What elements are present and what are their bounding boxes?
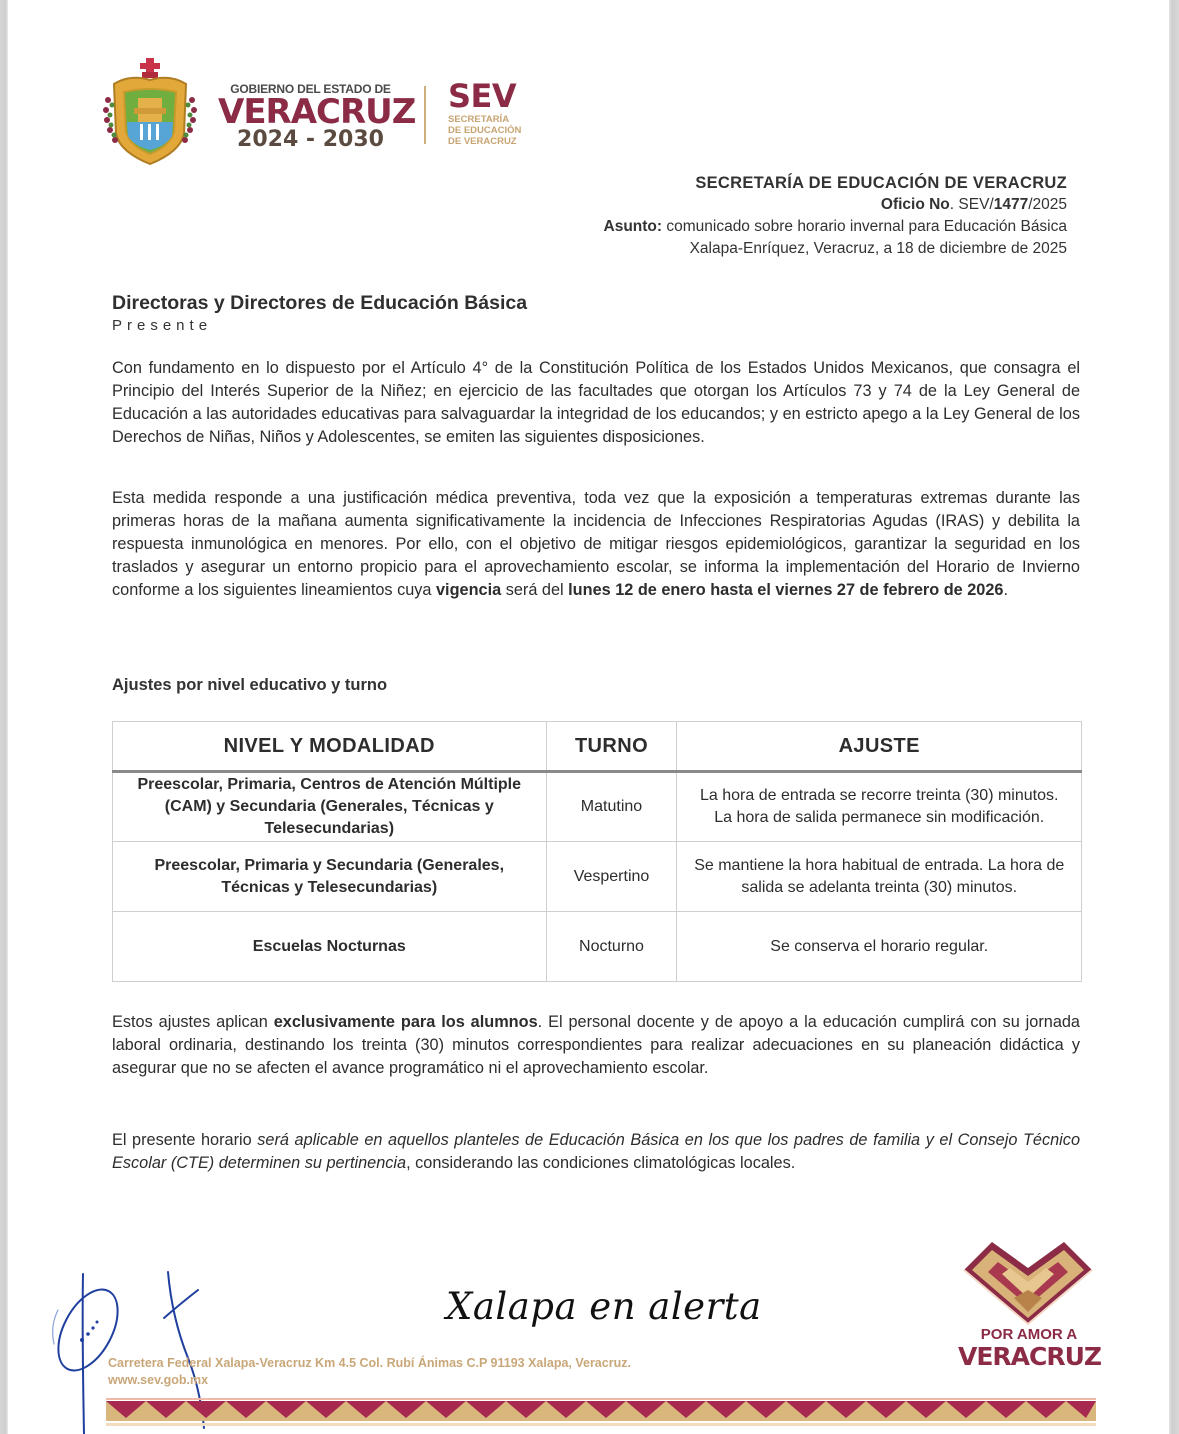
p2-vigencia: vigencia <box>436 581 502 599</box>
government-logo-text <box>218 82 416 152</box>
cell-turno: Matutino <box>546 772 677 842</box>
cell-nivel: Preescolar, Primaria, Centros de Atención Múltiple (CAM) y Secundaria (Generales, Técnicas y Telesecundarias) <box>113 772 547 842</box>
slogan-line-1 <box>974 1326 1084 1343</box>
p4-italic: será aplicable en aquellos planteles de Educación Básica en los que los padres de familia y el Consejo Técnico Escolar (CTE) determinen su pertinencia <box>112 1131 1080 1172</box>
table-row <box>113 842 1082 912</box>
asunto-text: comunicado sobre horario invernal para Educación Básica <box>662 218 1067 235</box>
p4-text-2: , considerando las condiciones climatológicas locales. <box>406 1154 796 1172</box>
cell-turno: Nocturno <box>546 912 677 982</box>
sev-logo <box>448 77 522 147</box>
presente-label: Presente <box>112 317 213 334</box>
sev-line-1: SECRETARÍA <box>448 114 510 125</box>
oficio-prefix: . SEV/ <box>949 196 994 213</box>
oficio-label: Oficio No <box>880 196 950 213</box>
paragraph-justification <box>112 487 1080 602</box>
cell-nivel: Preescolar, Primaria y Secundaria (Generales, Técnicas y Telesecundarias) <box>113 842 547 912</box>
footer-address: Carretera Federal Xalapa-Veracruz Km 4.5 Col. Rubí Ánimas C.P 91193 Xalapa, Veracruz. <box>108 1356 631 1370</box>
veracruz-coat-of-arms-icon <box>100 56 200 170</box>
p3-bold: exclusivamente para los alumnos <box>273 1013 538 1031</box>
p2-text-1: Esta medida responde a una justificación médica preventiva, toda vez que la exposición a temperaturas extremas durante las primeras horas de la mañana aumenta significativamente la incidencia de Infecciones Respiratorias Agudas (IRAS) y debilita la respuesta inmunológica en menores. Por ello, con el objetivo de mitigar riesgos epidemiológicos, garantizar la seguridad en los traslados y asegurar un entorno propicio para el aprovechamiento escolar, se informa la implementación del Horario de Invierno conforme a los siguientes lineamientos cuya <box>112 489 1080 599</box>
section-title: Ajustes por nivel educativo y turno <box>112 676 388 694</box>
issuing-organization: SECRETARÍA DE EDUCACIÓN DE VERACRUZ <box>695 174 1067 192</box>
oficio-number: 1477 <box>993 196 1029 213</box>
table-row <box>113 772 1082 842</box>
oficio-number-line <box>604 194 1068 216</box>
slogan-por: POR <box>980 1326 1017 1343</box>
header-ajuste: AJUSTE <box>677 722 1082 772</box>
slogan-amor-a: AMOR A <box>1016 1326 1078 1343</box>
sev-line-3: DE VERACRUZ <box>448 136 517 147</box>
p2-text-2: será del <box>501 581 569 599</box>
addressee: Directoras y Directores de Educación Básica <box>112 292 528 314</box>
p2-text-3: . <box>1003 581 1008 599</box>
paragraph-staff <box>112 1011 1080 1080</box>
state-name: VERACRUZ <box>218 92 416 132</box>
cell-ajuste: La hora de entrada se recorre treinta (30) minutos. La hora de salida permanece sin modificación. <box>677 772 1082 842</box>
sev-acronym: SEV <box>448 77 517 115</box>
watermark-text: Xalapa en alerta <box>446 1285 762 1328</box>
header-nivel: NIVEL Y MODALIDAD <box>113 722 547 772</box>
oficio-suffix: /2025 <box>1028 196 1067 213</box>
cell-nivel: Escuelas Nocturnas <box>113 912 547 982</box>
header-turno: TURNO <box>546 722 677 772</box>
asunto-line <box>604 216 1068 238</box>
memo-heading <box>604 172 1068 260</box>
decorative-border-strip <box>106 1398 1096 1428</box>
logo-divider <box>424 86 426 144</box>
addressee-block <box>112 292 527 334</box>
cell-ajuste: Se mantiene la hora habitual de entrada. La hora de salida se adelanta treinta (30) minutos. <box>677 842 1082 912</box>
footer-website-link[interactable]: www.sev.gob.mx <box>108 1373 209 1387</box>
schedule-adjustments-table <box>112 721 1082 982</box>
footer-address-block <box>108 1355 631 1389</box>
asunto-label: Asunto: <box>603 218 663 235</box>
place-date: Xalapa-Enríquez, Veracruz, a 18 de diciembre de 2025 <box>689 240 1067 257</box>
p3-text-2: . El personal docente y de apoyo a la educación cumplirá con su jornada laboral ordinaria, destinando los treinta (30) minutos correspondientes para realizar adecuaciones en su planeación didáctica y asegurar que no se afecten el avance programático ni el aprovechamiento escolar. <box>112 1013 1080 1077</box>
cell-turno: Vespertino <box>546 842 677 912</box>
page-edge-left <box>0 0 8 1434</box>
p4-text-1: El presente horario <box>112 1131 258 1149</box>
table-row <box>113 912 1082 982</box>
government-years: 2024 - 2030 <box>237 127 384 152</box>
sev-line-2: DE EDUCACIÓN <box>448 125 522 136</box>
paragraph-applicability <box>112 1129 1080 1175</box>
table-header-row <box>113 722 1082 772</box>
government-top-line: GOBIERNO DEL ESTADO DE <box>230 82 391 96</box>
page-edge-right <box>1169 0 1179 1434</box>
p3-text-1: Estos ajustes aplican <box>112 1013 274 1031</box>
cell-ajuste: Se conserva el horario regular. <box>677 912 1082 982</box>
slogan-line-2: VERACRUZ <box>958 1342 1102 1371</box>
p2-date-range: lunes 12 de enero hasta el viernes 27 de febrero de 2026 <box>568 581 1004 599</box>
paragraph-legal-basis: Con fundamento en lo dispuesto por el Artículo 4° de la Constitución Política de los Estados Unidos Mexicanos, que consagra el Principio del Interés Superior de la Niñez; en ejercicio de las facultades que otorgan los Artículos 73 y 74 de la Ley General de Educación a las autoridades educativas para salvaguardar la integridad de los educandos; y en estricto apego a la Ley General de los Derechos de Niñas, Niños y Adolescentes, se emiten las siguientes disposiciones. <box>112 359 1080 446</box>
